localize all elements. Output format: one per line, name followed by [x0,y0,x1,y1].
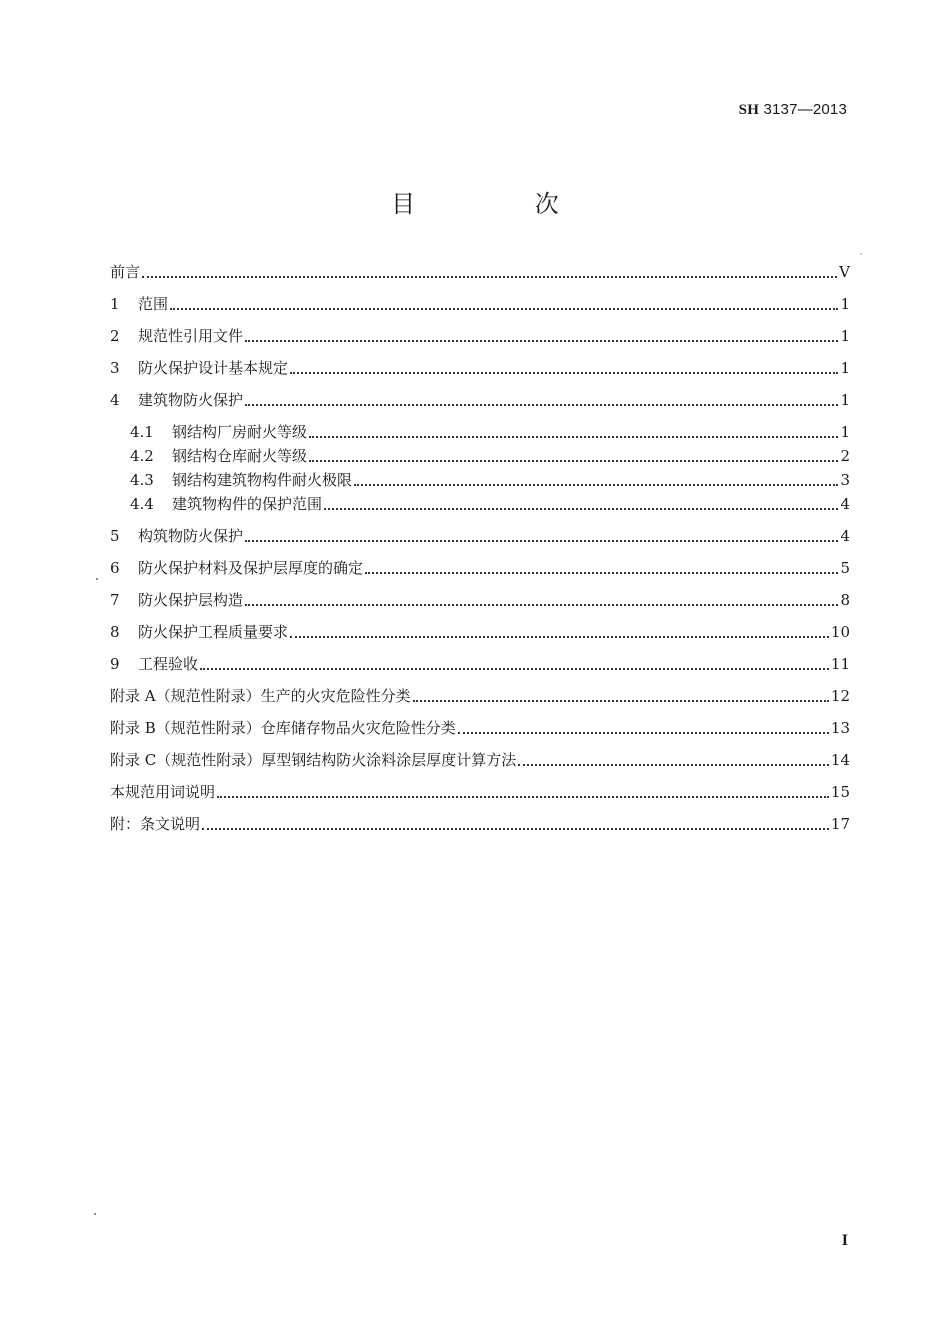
toc-entry-4[interactable] [110,388,850,412]
page-title: 目 次 [391,190,615,218]
toc-entry-2[interactable] [110,324,850,348]
toc-page: 11 [830,655,850,673]
page-number: I [841,1232,848,1249]
toc-leader [324,508,838,510]
toc-entry-foreword[interactable] [110,260,850,284]
toc-number: 6 [110,559,120,577]
toc-label: 前言 [110,263,141,281]
toc-entry-4-2[interactable] [130,444,850,468]
toc-label: 钢结构厂房耐火等级 [172,423,308,441]
toc-leader [202,828,829,830]
toc-label: 本规范用词说明 [110,783,216,801]
toc-leader [354,484,838,486]
toc-leader [413,700,829,702]
toc-page: 1 [840,295,850,313]
toc-label: 防火保护设计基本规定 [138,359,289,377]
toc-page: 12 [830,687,850,705]
toc-number: 7 [110,591,120,609]
toc-entry-appendix-a[interactable] [110,684,850,708]
toc-label: 防火保护工程质量要求 [138,623,289,641]
toc-entry-3[interactable] [110,356,850,380]
toc-label: 规范性引用文件 [138,327,244,345]
toc-leader [200,668,829,670]
toc-page: 1 [840,423,850,441]
toc-number: 9 [110,655,120,673]
toc-leader [290,372,838,374]
scan-speck [96,578,98,580]
toc-number: 4 [110,391,120,409]
toc-page: 13 [830,719,850,737]
toc-page: 10 [830,623,850,641]
toc-number: 4.3 [130,471,154,489]
standard-code [739,101,847,119]
toc-entry-8[interactable] [110,620,850,644]
toc-label: 附录 B（规范性附录）仓库储存物品火灾危险性分类 [110,719,456,737]
toc-page: 1 [840,391,850,409]
standard-prefix: SH [738,102,760,118]
toc-leader [245,540,838,542]
scan-speck [860,253,862,255]
toc-page: 17 [830,815,850,833]
toc-entry-appendix-c[interactable] [110,748,850,772]
toc-page: 4 [840,527,850,545]
toc-page: 4 [840,495,850,513]
toc-entry-4-4[interactable] [130,492,850,516]
toc-entry-7[interactable] [110,588,850,612]
toc-number: 3 [110,359,120,377]
toc-entry-9[interactable] [110,652,850,676]
standard-number: 3137—2013 [763,101,847,118]
toc-number: 5 [110,527,120,545]
toc-entry-4-1[interactable] [130,420,850,444]
toc-leader [245,340,838,342]
toc-number: 8 [110,623,120,641]
toc-number: 4.2 [130,447,154,465]
toc-entry-explanation[interactable] [110,812,850,836]
toc-leader [245,604,838,606]
toc-leader [170,308,838,310]
toc-label: 防火保护材料及保护层厚度的确定 [138,559,364,577]
table-of-contents [110,258,850,833]
toc-number: 2 [110,327,120,345]
toc-page: 14 [830,751,850,769]
toc-entry-5[interactable] [110,524,850,548]
toc-label: 范围 [138,295,169,313]
toc-label: 建筑物防火保护 [138,391,244,409]
toc-leader [309,460,838,462]
toc-label: 附：条文说明 [110,815,201,833]
toc-page: 15 [830,783,850,801]
toc-leader [518,764,829,766]
toc-page: 1 [840,327,850,345]
toc-number: 1 [110,295,120,313]
toc-leader [309,436,838,438]
toc-label: 建筑物构件的保护范围 [172,495,323,513]
toc-entry-6[interactable] [110,556,850,580]
toc-leader [245,404,838,406]
toc-entry-appendix-b[interactable] [110,716,850,740]
toc-leader [217,796,829,798]
toc-label: 附录 C（规范性附录）厚型钢结构防火涂料涂层厚度计算方法 [110,751,517,769]
toc-number: 4.1 [130,423,154,441]
scan-speck [94,1213,96,1215]
toc-label: 工程验收 [138,655,199,673]
toc-label: 钢结构建筑物构件耐火极限 [172,471,353,489]
toc-label: 防火保护层构造 [138,591,244,609]
toc-label: 附录 A（规范性附录）生产的火灾危险性分类 [110,687,411,705]
toc-page: 3 [840,471,850,489]
toc-page: 1 [840,359,850,377]
toc-leader [365,572,838,574]
toc-leader [458,732,829,734]
toc-entry-4-3[interactable] [130,468,850,492]
toc-label: 构筑物防火保护 [138,527,244,545]
toc-page: 5 [840,559,850,577]
toc-entry-wording[interactable] [110,780,850,804]
toc-page: 2 [840,447,850,465]
toc-leader [290,636,829,638]
toc-leader [142,276,837,278]
toc-page: 8 [840,591,850,609]
toc-label: 钢结构仓库耐火等级 [172,447,308,465]
toc-entry-1[interactable] [110,292,850,316]
toc-number: 4.4 [130,495,154,513]
toc-page: V [839,263,850,281]
